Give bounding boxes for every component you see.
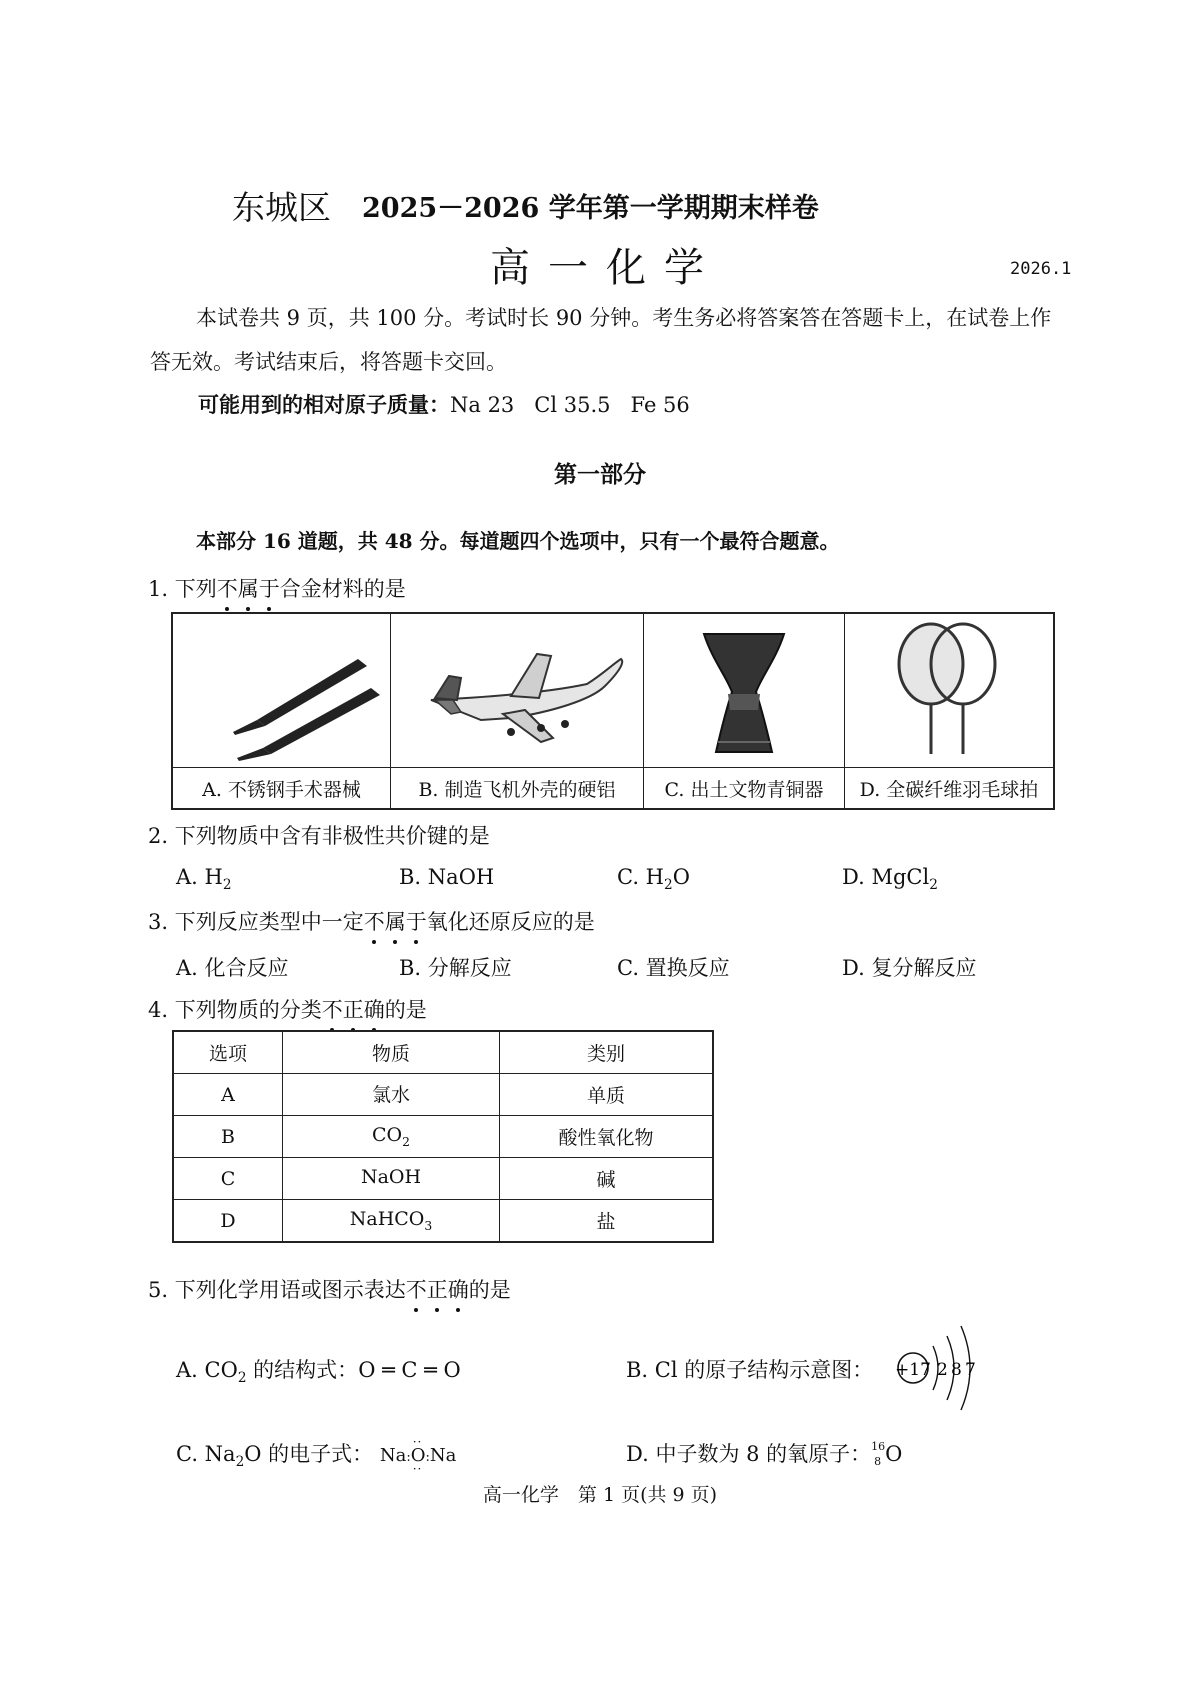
q1-image-b — [391, 613, 644, 768]
table-row — [173, 1200, 713, 1243]
table-cell-category: 盐 — [500, 1200, 714, 1243]
table-cell-category: 酸性氧化物 — [500, 1116, 714, 1158]
scalpel-icon — [173, 614, 390, 762]
isotope-notation: 16 8 — [871, 1439, 886, 1468]
table-cell-option: B — [173, 1116, 283, 1158]
q3-option-d: D. 复分解反应 — [842, 956, 977, 980]
table-row — [173, 1074, 713, 1116]
atomic-masses-label: 可能用到的相对原子质量： — [198, 392, 450, 417]
question-2-stem: 2. 下列物质中含有非极性共价键的是 — [148, 824, 490, 848]
q1-emphasis: 不属于 — [217, 577, 280, 601]
exam-date: 2026.1 — [1010, 259, 1072, 279]
q4-stem-post: 的是 — [384, 998, 427, 1022]
page-footer: 高一化学 第 1 页(共 9 页) — [482, 1484, 718, 1506]
airplane-icon — [391, 614, 643, 762]
part-one-description: 本部分 16 道题，共 48 分。每道题四个选项中，只有一个最符合题意。 — [196, 529, 840, 553]
q1-option-a: A. 不锈钢手术器械 — [172, 768, 391, 810]
q3-option-c: C. 置换反应 — [617, 956, 730, 980]
q5-option-a: A. $CO_2$ 的结构式：O ═ C ═ O — [176, 1358, 461, 1387]
q3-option-a: A. 化合反应 — [176, 956, 289, 980]
q1-image-a — [172, 613, 391, 768]
question-4-classification-table — [172, 1030, 714, 1243]
question-5-stem — [148, 1274, 511, 1304]
district-label: 东城区 — [232, 188, 331, 227]
table-cell-category: 单质 — [500, 1074, 714, 1116]
question-4-stem — [148, 994, 427, 1024]
q1-image-c — [644, 613, 845, 768]
table-cell-substance: NaOH — [283, 1158, 500, 1200]
table-cell-option: A — [173, 1074, 283, 1116]
exam-term-title: 2025－2026 学年第一学期期末样卷 — [362, 193, 819, 224]
q3-stem-post: 氧化还原反应的是 — [426, 910, 595, 934]
table-cell-substance: NaHCO$_3$ — [283, 1200, 500, 1243]
question-3-stem — [148, 906, 595, 936]
subject-title: 高一化学 — [490, 245, 722, 291]
cl-atom-structure-diagram — [895, 1320, 995, 1416]
atomic-masses — [198, 389, 710, 419]
table-cell-category: 碱 — [500, 1158, 714, 1200]
q1-stem-pre: 1. 下列 — [148, 577, 217, 601]
q1-option-d: D. 全碳纤维羽毛球拍 — [845, 768, 1055, 810]
question-1-image-table — [171, 612, 1055, 810]
q2-option-a: A. $H_2$ — [176, 865, 232, 894]
q5-option-d: D. 中子数为 8 的氧原子： 16 8 O — [626, 1439, 903, 1468]
part-one-title: 第一部分 — [554, 461, 646, 488]
table-cell-substance: $CO_2$ — [283, 1116, 500, 1158]
table-cell-option: C — [173, 1158, 283, 1200]
co2-structural-formula: O ═ C ═ O — [358, 1358, 461, 1382]
q1-option-b: B. 制造飞机外壳的硬铝 — [391, 768, 644, 810]
q2-option-d: D. MgCl$_2$ — [842, 865, 938, 894]
q3-stem-pre: 3. 下列反应类型中一定 — [148, 910, 364, 934]
q4-emphasis: 不正确 — [322, 998, 385, 1022]
atomic-mass-na: Na 23 — [450, 393, 515, 417]
q1-stem-post: 合金材料的是 — [279, 577, 406, 601]
bronze-vessel-icon — [644, 614, 844, 762]
q2-option-c: C. $H_2O$ — [617, 865, 690, 894]
q1-image-d — [845, 613, 1055, 768]
nucleus-charge: +17 — [895, 1360, 931, 1380]
table-row — [173, 1158, 713, 1200]
q3-option-b: B. 分解反应 — [399, 956, 512, 980]
table-header-substance: 物质 — [283, 1031, 500, 1074]
na2o-electron-formula: Na: ·· O ·· :Na — [379, 1435, 457, 1476]
shell-1-electrons: 2 — [937, 1360, 948, 1380]
table-header-category: 类别 — [500, 1031, 714, 1074]
shell-2-electrons: 8 — [951, 1360, 962, 1380]
exam-instructions: 本试卷共 9 页，共 100 分。考试时长 90 分钟。考生务必将答案答在答题卡上，在试卷上作答无效。考试结束后，将答题卡交回。 — [150, 306, 1052, 374]
q1-option-c: C. 出土文物青铜器 — [644, 768, 845, 810]
atomic-mass-cl: Cl 35.5 — [534, 393, 611, 417]
shell-3-electrons: 7 — [965, 1360, 976, 1380]
q5-option-b: B. Cl 的原子结构示意图： — [626, 1358, 874, 1382]
table-cell-substance: 氯水 — [283, 1074, 500, 1116]
table-header-row — [173, 1031, 713, 1074]
q4-stem-pre: 4. 下列物质的分类 — [148, 998, 322, 1022]
atomic-mass-fe: Fe 56 — [630, 393, 690, 417]
badminton-racket-icon — [845, 614, 1053, 762]
q5-stem-pre: 5. 下列化学用语或图示表达 — [148, 1278, 406, 1302]
q2-option-b: B. NaOH — [399, 865, 495, 889]
q5-option-c: C. $Na_2O$ 的电子式： Na: ·· O ·· :Na — [176, 1435, 457, 1476]
table-header-option: 选项 — [173, 1031, 283, 1074]
table-row — [173, 1116, 713, 1158]
q5-stem-post: 的是 — [468, 1278, 511, 1302]
q5-emphasis: 不正确 — [406, 1278, 469, 1302]
question-1-stem — [148, 573, 406, 603]
table-cell-option: D — [173, 1200, 283, 1243]
q3-emphasis: 不属于 — [364, 910, 427, 934]
